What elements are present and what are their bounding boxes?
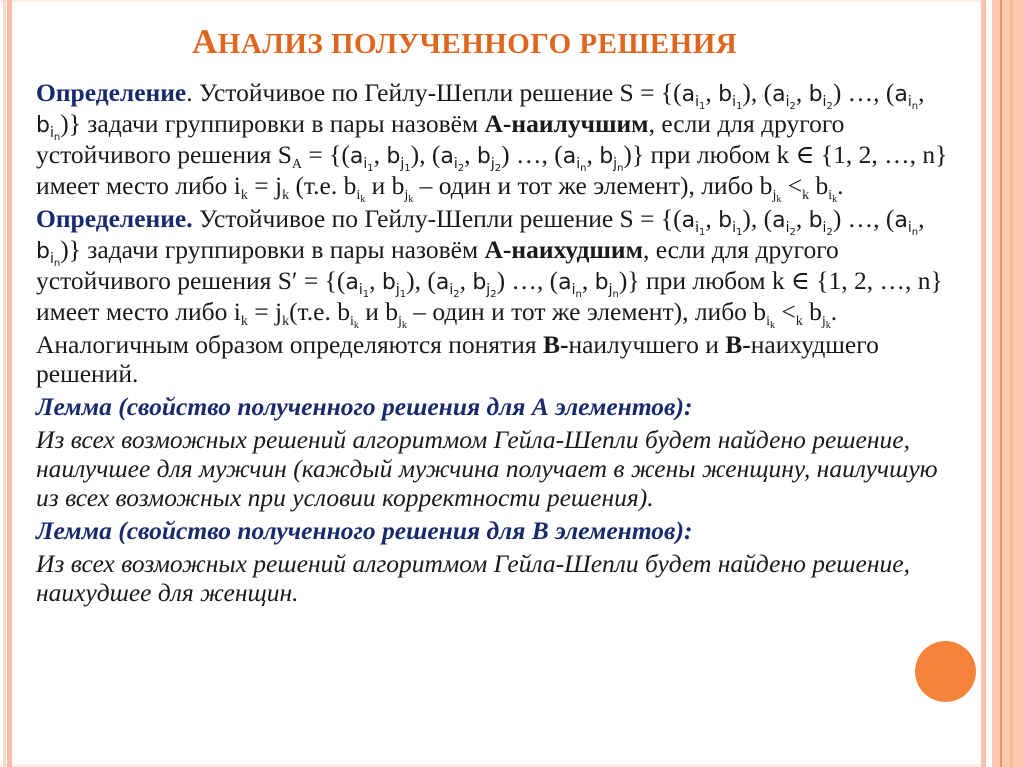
definition-term: Определение <box>36 78 187 107</box>
slide-border-left-inner <box>7 0 12 767</box>
definition-a-best: Определение. Устойчивое по Гейлу-Шепли решение $S = \{(a_{i_1}$, $b_{i_1}$), ($a_{i_2}$, $b_{i_2}$) …, ($a_{i_n}$, $b_{i_n}$)} задачи группировки в пары назовём А-наилучшим, если для другого устойчивого решения $S_A = \{(a_{i_1}$, $b_{j_1}$), ($a_{i_2}$, $b_{j_2}$) …, ($a_{i_n}$, $b_{j_n}$)} при любом k ∈ {1, 2, …, n} имеет место либо $i_k = j_k$ (т.е. $b_{i_k}$ и $b_{j_k}$ – один и тот же элемент), либо $b_{j_k} <_k$ $b_{i_k}$. <box>36 78 948 205</box>
slide-border-top <box>0 0 981 2</box>
slide-border-right-band <box>992 0 1024 767</box>
slide-body <box>36 78 966 611</box>
slide-title: АНАЛИЗ ПОЛУЧЕННОГО РЕШЕНИЯ <box>192 22 738 61</box>
slide-border-right-line2 <box>1010 0 1013 767</box>
bold-term: А-наилучшим <box>484 109 649 138</box>
slide-border-right-line <box>1000 0 1002 767</box>
definition-a-worst: Определение. Устойчивое по Гейлу-Шепли решение $S = \{(a_{i_1}$, $b_{i_1}$), ($a_{i_2}$, $b_{i_2}$) …, ($a_{i_n}$, $b_{i_n}$)} задачи группировки в пары назовём А-наихудшим, если для другого устойчивого решения $S' = \{(a_{i_1}$, $b_{j_1}$), ($a_{i_2}$, $b_{j_2}$) …, ($a_{i_n}$, $b_{j_n}$)} при любом k ∈ {1, 2, …, n} имеет место либо $i_k = j_k(т.е$. $b_{i_k}$ и $b_{j_k}$ – один и тот же элемент), либо $b_{i_k} <_k$ $b_{j_k}$. <box>36 204 943 331</box>
lemma-b-title: Лемма (свойство полученного решения для В элементов): <box>36 516 693 545</box>
bold-term: А-наихудшим <box>484 235 643 264</box>
lemma-b-body: Из всех возможных решений алгоритмом Гейла-Шепли будет найдено решение, наихудшее для женщин. <box>36 549 910 607</box>
slide-border-right-thin <box>981 0 986 767</box>
decorative-orange-circle <box>915 641 976 702</box>
definition-term: Определение. <box>36 204 193 233</box>
lemma-a-body: Из всех возможных решений алгоритмом Гейла-Шепли будет найдено решение, наилучшее для мужчин (каждый мужчина получает в жены женщину, наилучшую из всех возможных при условии корректности решения). <box>36 425 938 512</box>
lemma-a-title: Лемма (свойство полученного решения для А элементов): <box>36 392 693 421</box>
analogous-definition: Аналогичным образом определяются понятия В-наилучшего и В-наихудшего решений. <box>36 330 879 388</box>
slide-border-left-outer <box>3 0 6 767</box>
